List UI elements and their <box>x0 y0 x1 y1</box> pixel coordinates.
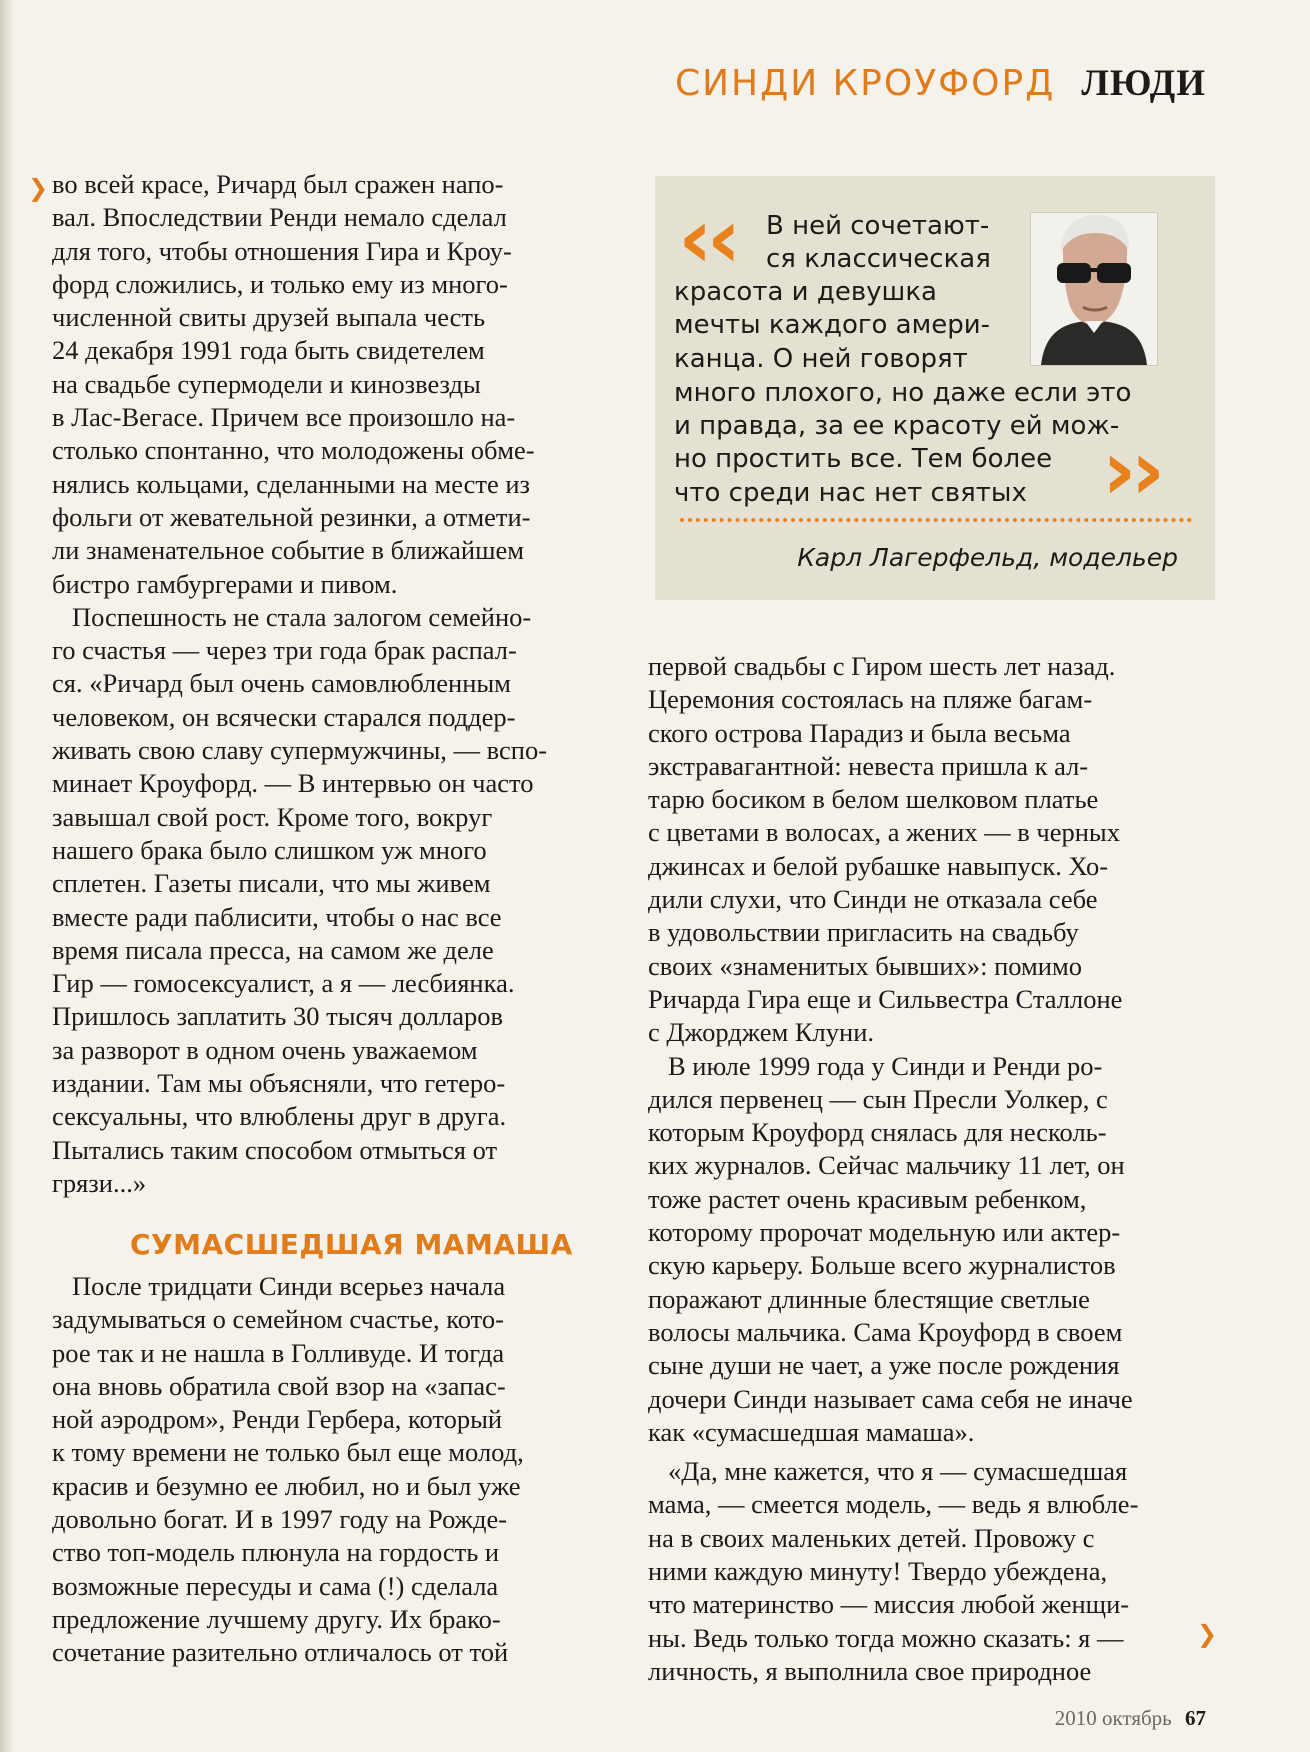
text-line: сыне души не чает, а уже после рождения <box>648 1350 1120 1381</box>
text-line: в удовольствии пригласить на свадьбу <box>648 917 1079 948</box>
text-line: ся. «Ричард был очень самовлюбленным <box>52 668 511 699</box>
text-line: довольно богат. И в 1997 году на Рожде- <box>52 1504 508 1535</box>
text-line: поражают длинные блестящие светлые <box>648 1283 1090 1314</box>
text-line: вал. Впоследствии Ренди немало сделал <box>52 202 507 233</box>
text-line: в Лас-Вегасе. Причем все произошло на- <box>52 402 516 433</box>
text-line: тоже растет очень красивым ребенком, <box>648 1183 1087 1214</box>
text-line: Пытались таким способом отмыться от <box>52 1134 498 1165</box>
text-line: вместе ради паблисити, чтобы о нас все <box>52 901 502 932</box>
text-line: дили слухи, что Синди не отказала себе <box>648 884 1098 915</box>
text-line: го счастья — через три года брак распал- <box>52 635 517 666</box>
page-gutter-shadow <box>0 0 14 1752</box>
text-line: сплетен. Газеты писали, что мы живем <box>52 868 491 899</box>
right-para-1 <box>648 650 1200 1050</box>
text-line: нашего брака было слишком уж много <box>52 834 487 865</box>
quote-line: мечты каждого амери- <box>674 310 991 340</box>
text-line: тарю босиком в белом шелковом платье <box>648 784 1099 815</box>
text-line: мама, — смеется модель, — ведь я влюбле- <box>648 1489 1139 1520</box>
text-line: ского острова Парадиз и была весьма <box>648 717 1071 748</box>
text-line: за разворот в одном очень уважаемом <box>52 1034 478 1065</box>
text-line: нялись кольцами, сделанными на месте из <box>52 468 531 499</box>
text-line: В июле 1999 года у Синди и Ренди ро- <box>668 1050 1103 1081</box>
left-column <box>52 168 612 1200</box>
text-line: сексуальны, что влюблены друг в друга. <box>52 1101 507 1132</box>
text-line: которому пророчат модельную или актер- <box>648 1217 1121 1248</box>
text-line: для того, чтобы отношения Гира и Кроу- <box>52 235 512 266</box>
header-article-name: СИНДИ КРОУФОРД <box>674 63 1056 104</box>
text-line: форд сложились, и только ему из много- <box>52 268 508 299</box>
text-line: время писала пресса, на самом же деле <box>52 934 494 965</box>
text-line: ство топ-модель плюнула на гордость и <box>52 1537 500 1568</box>
text-line: ких журналов. Сейчас мальчику 11 лет, он <box>648 1150 1125 1181</box>
text-line: с Джорджем Клуни. <box>648 1017 875 1048</box>
text-line: Церемония состоялась на пляже багам- <box>648 684 1093 715</box>
text-line: волосы мальчика. Сама Кроуфорд в своем <box>648 1316 1123 1347</box>
page-header <box>675 62 1206 105</box>
text-line: она вновь обратила свой взор на «запас- <box>52 1370 506 1401</box>
text-line: красив и безумно ее любил, но и был уже <box>52 1470 521 1501</box>
text-line: ной аэродром», Ренди Гербера, который <box>52 1404 503 1435</box>
text-line: рое так и не нашла в Голливуде. И тогда <box>52 1337 505 1368</box>
left-para-2 <box>52 601 612 1200</box>
quote-line: красота и девушка <box>674 277 937 307</box>
quote-line: много плохого, но даже если это <box>674 378 1132 408</box>
double-chevron-right-icon: ›› <box>1102 421 1160 519</box>
left-para-3 <box>52 1270 612 1670</box>
text-line: живать свою славу супермужчины, — вспо- <box>52 735 548 766</box>
text-line: 24 декабря 1991 года быть свидетелем <box>52 335 485 366</box>
text-line: с цветами в волосах, а жених — в черных <box>648 817 1120 848</box>
text-line: джинсах и белой рубашке навыпуск. Хо- <box>648 850 1109 881</box>
right-column <box>648 650 1200 1688</box>
text-line: на свадьбе супермодели и кинозвезды <box>52 368 481 399</box>
text-line: грязи...» <box>52 1167 147 1198</box>
text-line: своих «знаменитых бывших»: помимо <box>648 950 1082 981</box>
text-line: экстравагантной: невеста пришла к ал- <box>648 750 1089 781</box>
text-line: дился первенец — сын Пресли Уолкер, с <box>648 1083 1108 1114</box>
text-line: численной свиты друзей выпала честь <box>52 302 486 333</box>
text-line: личность, я выполнила свое природное <box>648 1655 1092 1686</box>
text-line: После тридцати Синди всерьез начала <box>72 1271 506 1301</box>
text-line: ны. Ведь только тогда можно сказать: я — <box>648 1622 1124 1653</box>
text-line: фольги от жевательной резинки, а отмети- <box>52 501 531 532</box>
text-line: как «сумасшедшая мамаша». <box>648 1416 975 1447</box>
author-portrait <box>1030 212 1158 366</box>
quote-line: и правда, за ее красоту ей мож- <box>674 411 1120 441</box>
text-line: Ричарда Гира еще и Сильвестра Сталлоне <box>648 983 1123 1014</box>
text-line: ли знаменательное событие в ближайшем <box>52 535 525 566</box>
header-section-title: ЛЮДИ <box>1081 63 1206 104</box>
right-para-3 <box>648 1455 1200 1688</box>
text-line: «Да, мне кажется, что я — сумасшедшая <box>668 1456 1128 1487</box>
quote-line: ся классическая <box>766 244 991 274</box>
text-line: сочетание разительно отличалось от той <box>52 1637 509 1668</box>
text-line: возможные пересуды и сама (!) сделала <box>52 1570 499 1601</box>
text-line: бистро гамбургерами и пивом. <box>52 568 398 599</box>
text-line: задумываться о семейном счастье, кото- <box>52 1304 504 1335</box>
quote-line: но простить все. Тем более <box>674 444 1053 474</box>
text-line: первой свадьбы с Гиром шесть лет назад. <box>648 651 1116 681</box>
issue-date: 2010 октябрь <box>1054 1706 1172 1730</box>
double-chevron-left-icon: ‹‹ <box>678 189 736 287</box>
page-number: 67 <box>1185 1706 1206 1730</box>
right-para-2 <box>648 1050 1200 1450</box>
quote-line: что среди нас нет святых <box>674 478 1027 508</box>
left-column-lower <box>52 1270 612 1670</box>
quote-attribution: Карл Лагерфельд, модельер <box>797 543 1178 572</box>
dotted-divider <box>680 518 1192 522</box>
continue-chevron-icon: ❯ <box>28 174 49 202</box>
text-line: к тому времени не только был еще молод, <box>52 1437 524 1468</box>
text-line: издании. Там мы объясняли, что гетеро- <box>52 1068 506 1099</box>
quote-line: канца. О ней говорят <box>674 344 968 374</box>
quote-line: В ней сочетают- <box>766 211 990 241</box>
text-line: дочери Синди называет сама себя не иначе <box>648 1383 1133 1414</box>
text-line: на в своих маленьких детей. Провожу с <box>648 1522 1095 1553</box>
text-line: скую карьеру. Больше всего журналистов <box>648 1250 1116 1281</box>
text-line: которым Кроуфорд снялась для несколь- <box>648 1117 1107 1148</box>
section-subheading: СУМАСШЕДШАЯ МАМАША <box>130 1228 573 1261</box>
text-line: человеком, он всячески старался поддер- <box>52 701 516 732</box>
portrait-illustration <box>1031 213 1157 365</box>
text-line: завышал свой рост. Кроме того, вокруг <box>52 801 493 832</box>
text-line: Пришлось заплатить 30 тысяч долларов <box>52 1001 504 1032</box>
text-line: предложение лучшему другу. Их брако- <box>52 1603 501 1634</box>
text-line: Гир — гомосексуалист, а я — лесбиянка. <box>52 968 515 999</box>
left-para-1 <box>52 168 612 601</box>
text-line: ними каждую минуту! Твердо убеждена, <box>648 1556 1108 1587</box>
page-footer <box>1055 1706 1206 1731</box>
text-line: столько спонтанно, что молодожены обме- <box>52 435 535 466</box>
text-line: во всей красе, Ричард был сражен напо- <box>52 169 504 199</box>
text-line: Поспешность не стала залогом семейно- <box>72 601 532 632</box>
text-line: минает Кроуфорд. — В интервью он часто <box>52 768 534 799</box>
text-line: что материнство — миссия любой женщи- <box>648 1589 1130 1620</box>
continue-chevron-icon: ❯ <box>1197 1620 1218 1648</box>
